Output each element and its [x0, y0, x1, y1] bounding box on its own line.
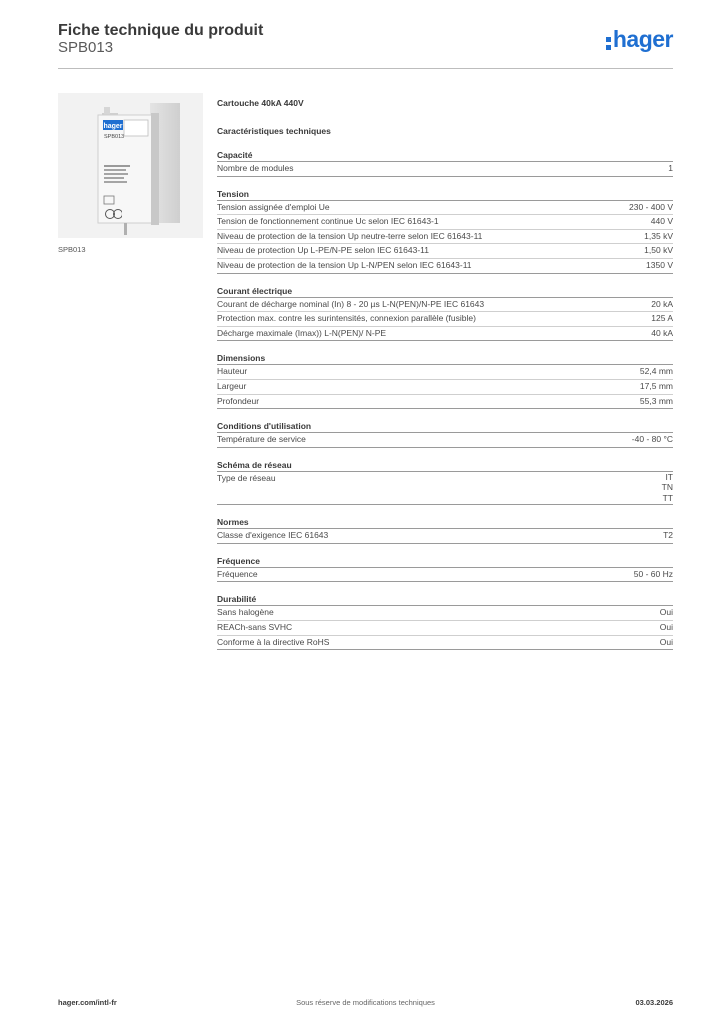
- spec-label: Nombre de modules: [217, 163, 294, 173]
- section-capacite: [217, 149, 673, 177]
- page-footer: [58, 998, 673, 1010]
- spec-label: Niveau de protection Up L-PE/N-PE selon IEC 61643-11: [217, 245, 429, 256]
- section-frequence: [217, 555, 673, 583]
- section-title: Capacité: [217, 149, 673, 162]
- spec-label: Niveau de protection de la tension Up neutre-terre selon IEC 61643-11: [217, 230, 483, 241]
- spec-label: Hauteur: [217, 366, 248, 377]
- product-image: [58, 93, 203, 238]
- spec-value: 125 A: [651, 313, 673, 324]
- spec-label: Température de service: [217, 434, 306, 445]
- network-type-tt: TT: [662, 492, 673, 503]
- product-name: Cartouche 40kA 440V: [217, 98, 304, 108]
- page-header: [58, 22, 673, 69]
- section-schema-reseau: [217, 459, 673, 506]
- technical-sheet: [217, 96, 673, 650]
- spec-label: Tension de fonctionnement continue Uc selon IEC 61643-1: [217, 216, 439, 227]
- document-title: Fiche technique du produit: [58, 22, 264, 39]
- section-title: Tension: [217, 188, 673, 201]
- section-title: Courant électrique: [217, 285, 673, 298]
- spec-value: 1,50 kV: [644, 245, 673, 256]
- spec-value: 440 V: [650, 216, 673, 227]
- spec-label: Niveau de protection de la tension Up L-N/PEN selon IEC 61643-11: [217, 259, 472, 270]
- spec-row: [217, 259, 673, 274]
- device-ref-label: SPB013: [104, 134, 125, 140]
- spec-value: 50 - 60 Hz: [633, 568, 673, 579]
- spec-value: -40 - 80 °C: [631, 434, 673, 445]
- section-durabilite: [217, 593, 673, 650]
- product-reference: SPB013: [58, 39, 114, 56]
- footer-disclaimer: Sous réserve de modifications techniques: [296, 998, 435, 1007]
- spec-row: [217, 312, 673, 327]
- spec-value: Oui: [659, 636, 673, 647]
- spec-label: Fréquence: [217, 568, 258, 579]
- spec-row: [217, 365, 673, 380]
- spec-label: Classe d'exigence IEC 61643: [217, 530, 329, 541]
- device-brand-label: hager: [103, 123, 123, 130]
- spec-label: Tension assignée d'emploi Ue: [217, 201, 330, 212]
- network-type-tn: TN: [661, 482, 673, 493]
- section-title: Fréquence: [217, 555, 673, 568]
- spec-row: [217, 244, 673, 259]
- section-title: Conditions d'utilisation: [217, 420, 673, 433]
- spec-row: [217, 380, 673, 395]
- logo-text: hager: [612, 26, 673, 52]
- spec-value-list: [662, 472, 673, 505]
- surge-cartridge-picture: [58, 93, 203, 238]
- spec-row: [217, 298, 673, 313]
- section-title: Dimensions: [217, 352, 673, 365]
- spec-value: 52,4 mm: [639, 366, 673, 377]
- spec-row: [217, 621, 673, 636]
- spec-label: Largeur: [217, 380, 247, 391]
- footer-website-link[interactable]: hager.com/intl-fr: [58, 998, 117, 1007]
- spec-row: [217, 636, 673, 651]
- section-title: Normes: [217, 516, 673, 529]
- spec-value: 1: [668, 163, 673, 173]
- spec-value: Oui: [659, 622, 673, 632]
- characteristics-heading: Caractéristiques techniques: [217, 126, 331, 136]
- spec-label: Protection max. contre les surintensités, connexion parallèle (fusible): [217, 313, 476, 324]
- spec-value: 20 kA: [651, 298, 673, 309]
- spec-label: Type de réseau: [217, 472, 276, 483]
- section-normes: [217, 516, 673, 544]
- spec-label: REACh-sans SVHC: [217, 622, 293, 632]
- spec-label: Courant de décharge nominal (In) 8 - 20 µs L-N(PEN)/N-PE IEC 61643: [217, 298, 485, 309]
- spec-row: [217, 568, 673, 583]
- spec-row: [217, 201, 673, 216]
- spec-label: Profondeur: [217, 395, 260, 406]
- section-title: Schéma de réseau: [217, 459, 673, 472]
- spec-row: [217, 230, 673, 245]
- spec-value: 55,3 mm: [639, 395, 673, 406]
- spec-value: 17,5 mm: [639, 380, 673, 391]
- spec-value: 1350 V: [646, 259, 673, 270]
- spec-label: Conforme à la directive RoHS: [217, 636, 330, 647]
- spec-value: 230 - 400 V: [629, 201, 673, 212]
- spec-row: [217, 162, 673, 177]
- section-tension: [217, 188, 673, 274]
- spec-label: Décharge maximale (Imax)) L-N(PEN)/ N-PE: [217, 327, 387, 338]
- spec-value: 1,35 kV: [644, 230, 673, 241]
- section-conditions-utilisation: [217, 420, 673, 448]
- spec-value: 40 kA: [651, 327, 673, 338]
- spec-row: [217, 433, 673, 448]
- section-courant-electrique: [217, 285, 673, 342]
- image-caption: SPB013: [58, 245, 86, 254]
- spec-row: [217, 215, 673, 230]
- spec-value: T2: [663, 530, 673, 541]
- spec-row: [217, 472, 673, 506]
- logo-colon-icon: [606, 34, 611, 50]
- spec-label: Sans halogène: [217, 607, 274, 618]
- spec-row: [217, 606, 673, 621]
- hager-logo: [606, 28, 673, 50]
- spec-row: [217, 529, 673, 544]
- section-title: Durabilité: [217, 593, 673, 606]
- footer-date: 03.03.2026: [635, 998, 673, 1007]
- section-dimensions: [217, 352, 673, 409]
- spec-value: Oui: [659, 607, 673, 618]
- spec-row: [217, 327, 673, 342]
- network-type-it: IT: [665, 471, 673, 482]
- spec-row: [217, 395, 673, 410]
